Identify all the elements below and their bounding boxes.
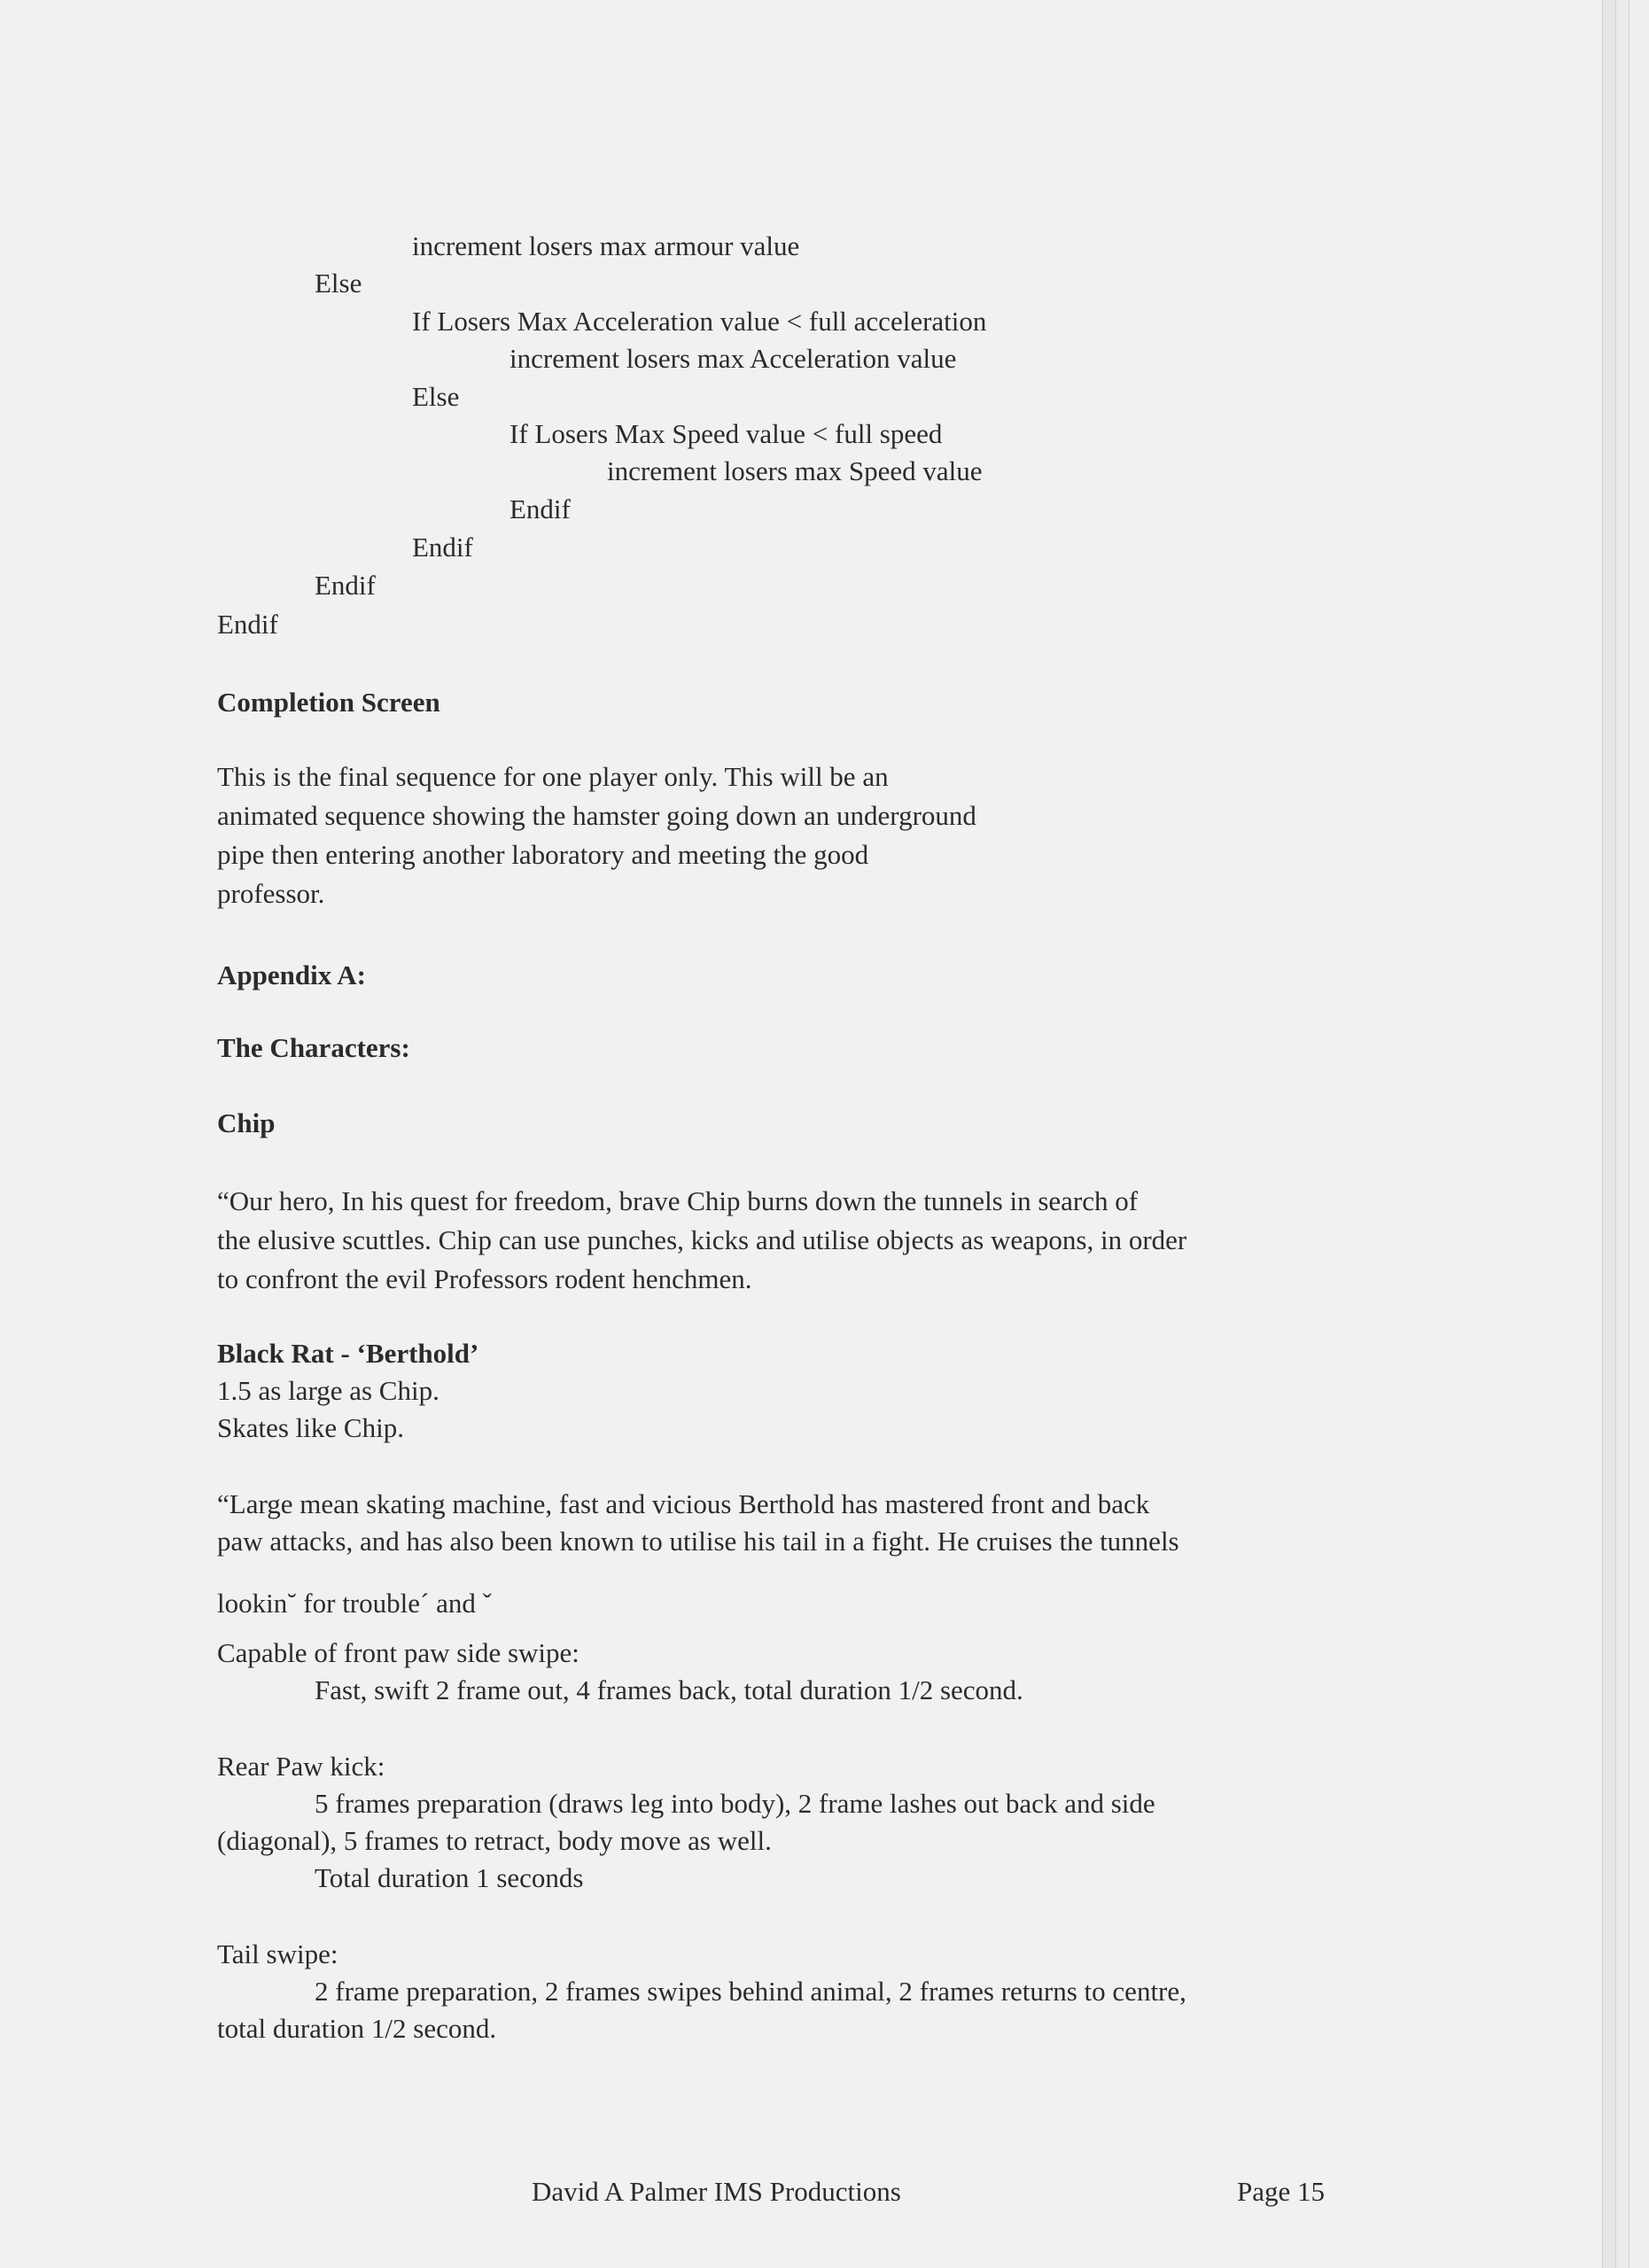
code-line: Else bbox=[315, 268, 362, 299]
paragraph-line: Skates like Chip. bbox=[217, 1412, 404, 1443]
paragraph-line: “Our hero, In his quest for freedom, brave Chip burns down the tunnels in search of bbox=[217, 1185, 1139, 1216]
section-heading: Appendix A: bbox=[217, 959, 366, 990]
paragraph-line: Tail swipe: bbox=[217, 1938, 338, 1969]
stacked-page-edge bbox=[1602, 0, 1615, 2268]
paragraph-line: the elusive scuttles. Chip can use punches, kicks and utilise objects as weapons, in order bbox=[217, 1224, 1187, 1255]
paragraph-line: pipe then entering another laboratory and meeting the good bbox=[217, 839, 869, 870]
paragraph-line: total duration 1/2 second. bbox=[217, 2013, 497, 2044]
paragraph-line: Capable of front paw side swipe: bbox=[217, 1637, 579, 1668]
paragraph-line: “Large mean skating machine, fast and vicious Berthold has mastered front and back bbox=[217, 1488, 1150, 1519]
paragraph-line: Total duration 1 seconds bbox=[315, 1862, 584, 1893]
section-heading: The Characters: bbox=[217, 1032, 410, 1063]
paragraph-line: paw attacks, and has also been known to utilise his tail in a fight. He cruises the tunnels bbox=[217, 1526, 1179, 1557]
paragraph-line: lookin˘ for trouble´ and ˇ bbox=[217, 1588, 492, 1619]
paragraph-line: to confront the evil Professors rodent henchmen. bbox=[217, 1263, 752, 1294]
code-line: increment losers max armour value bbox=[412, 230, 800, 261]
paragraph-line: 5 frames preparation (draws leg into body), 2 frame lashes out back and side bbox=[315, 1788, 1155, 1819]
code-line: increment losers max Acceleration value bbox=[509, 343, 957, 374]
code-line: increment losers max Speed value bbox=[607, 455, 983, 486]
footer-author: David A Palmer IMS Productions bbox=[532, 2176, 901, 2207]
character-heading: Black Rat - ‘Berthold’ bbox=[217, 1338, 479, 1369]
code-line: Endif bbox=[217, 609, 278, 640]
code-line: Else bbox=[412, 381, 460, 412]
code-line: If Losers Max Speed value < full speed bbox=[509, 418, 943, 449]
code-line: Endif bbox=[315, 570, 376, 601]
code-line: If Losers Max Acceleration value < full acceleration bbox=[412, 306, 987, 337]
page-number: Page 15 bbox=[1237, 2176, 1326, 2207]
code-line: Endif bbox=[412, 532, 473, 563]
code-line: Endif bbox=[509, 493, 571, 524]
paragraph-line: Rear Paw kick: bbox=[217, 1751, 385, 1782]
section-heading: Completion Screen bbox=[217, 687, 440, 718]
character-heading: Chip bbox=[217, 1107, 276, 1138]
paragraph-line: (diagonal), 5 frames to retract, body move as well. bbox=[217, 1825, 772, 1856]
paragraph-line: animated sequence showing the hamster going down an underground bbox=[217, 800, 976, 831]
paragraph-line: 2 frame preparation, 2 frames swipes behind animal, 2 frames returns to centre, bbox=[315, 1976, 1186, 2007]
stacked-page-edge bbox=[1615, 0, 1629, 2268]
paragraph-line: professor. bbox=[217, 878, 325, 909]
paragraph-line: Fast, swift 2 frame out, 4 frames back, total duration 1/2 second. bbox=[315, 1674, 1023, 1705]
paragraph-line: 1.5 as large as Chip. bbox=[217, 1375, 439, 1406]
paragraph-line: This is the final sequence for one player only. This will be an bbox=[217, 761, 889, 792]
stacked-page-edge bbox=[1629, 0, 1649, 2268]
